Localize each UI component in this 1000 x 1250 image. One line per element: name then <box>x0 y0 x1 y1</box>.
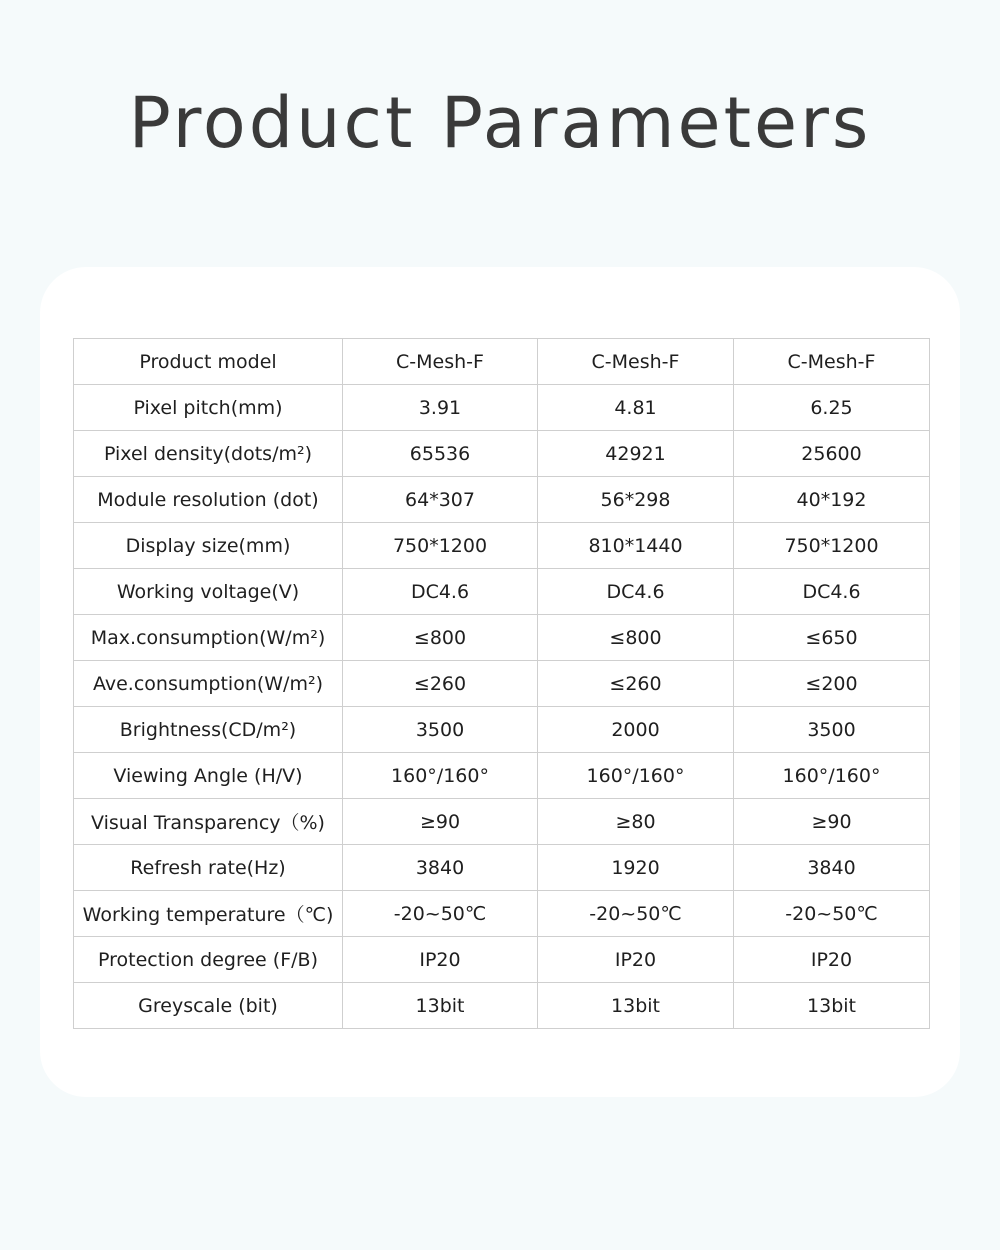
table-row <box>74 477 930 523</box>
parameter-value-model-2: IP20 <box>538 937 734 983</box>
parameter-value-model-1: -20~50℃ <box>343 891 538 937</box>
parameter-value-model-2: 160°/160° <box>538 753 734 799</box>
table-row <box>74 523 930 569</box>
table-row <box>74 615 930 661</box>
parameter-value-model-3: 40*192 <box>734 477 930 523</box>
table-row <box>74 661 930 707</box>
parameter-value-model-1: 64*307 <box>343 477 538 523</box>
parameter-value-model-3: 25600 <box>734 431 930 477</box>
parameter-label: Pixel density(dots/m²) <box>74 431 343 477</box>
parameter-value-model-1: 3.91 <box>343 385 538 431</box>
parameter-label: Working temperature（℃) <box>74 891 343 937</box>
parameter-value-model-1: 3840 <box>343 845 538 891</box>
parameter-label: Ave.consumption(W/m²) <box>74 661 343 707</box>
parameter-value-model-3: C-Mesh-F <box>734 339 930 385</box>
table-row <box>74 753 930 799</box>
parameter-value-model-3: 160°/160° <box>734 753 930 799</box>
parameter-label: Max.consumption(W/m²) <box>74 615 343 661</box>
parameter-value-model-1: ≤800 <box>343 615 538 661</box>
page-title: Product Parameters <box>128 82 872 164</box>
parameter-label: Product model <box>74 339 343 385</box>
parameter-value-model-1: 3500 <box>343 707 538 753</box>
parameter-value-model-3: ≤200 <box>734 661 930 707</box>
parameter-value-model-1: C-Mesh-F <box>343 339 538 385</box>
parameter-value-model-2: ≤800 <box>538 615 734 661</box>
table-row <box>74 569 930 615</box>
parameter-label: Viewing Angle (H/V) <box>74 753 343 799</box>
parameter-value-model-1: 13bit <box>343 983 538 1029</box>
parameter-value-model-3: 3500 <box>734 707 930 753</box>
parameter-label: Greyscale (bit) <box>74 983 343 1029</box>
parameter-label: Module resolution (dot) <box>74 477 343 523</box>
table-row <box>74 799 930 845</box>
parameter-value-model-2: 2000 <box>538 707 734 753</box>
parameter-value-model-2: 42921 <box>538 431 734 477</box>
parameter-value-model-2: C-Mesh-F <box>538 339 734 385</box>
parameter-value-model-3: ≥90 <box>734 799 930 845</box>
parameter-value-model-3: 13bit <box>734 983 930 1029</box>
parameter-value-model-3: 3840 <box>734 845 930 891</box>
parameter-label: Protection degree (F/B) <box>74 937 343 983</box>
parameter-value-model-1: IP20 <box>343 937 538 983</box>
parameter-value-model-1: DC4.6 <box>343 569 538 615</box>
parameter-label: Pixel pitch(mm) <box>74 385 343 431</box>
parameter-value-model-3: IP20 <box>734 937 930 983</box>
parameter-label: Visual Transparency（%) <box>74 799 343 845</box>
parameter-value-model-1: 750*1200 <box>343 523 538 569</box>
parameter-label: Working voltage(V) <box>74 569 343 615</box>
parameter-label: Brightness(CD/m²) <box>74 707 343 753</box>
parameter-value-model-3: ≤650 <box>734 615 930 661</box>
parameter-value-model-2: 13bit <box>538 983 734 1029</box>
parameter-value-model-2: ≥80 <box>538 799 734 845</box>
table-row <box>74 339 930 385</box>
parameters-table-body <box>74 339 930 1029</box>
parameter-label: Refresh rate(Hz) <box>74 845 343 891</box>
parameter-value-model-2: ≤260 <box>538 661 734 707</box>
table-row <box>74 707 930 753</box>
parameter-value-model-3: -20~50℃ <box>734 891 930 937</box>
parameter-value-model-2: -20~50℃ <box>538 891 734 937</box>
parameter-value-model-2: 56*298 <box>538 477 734 523</box>
table-row <box>74 431 930 477</box>
parameter-label: Display size(mm) <box>74 523 343 569</box>
parameter-value-model-2: 4.81 <box>538 385 734 431</box>
table-row <box>74 385 930 431</box>
parameter-value-model-3: 750*1200 <box>734 523 930 569</box>
table-row <box>74 891 930 937</box>
parameter-value-model-2: DC4.6 <box>538 569 734 615</box>
parameter-value-model-3: DC4.6 <box>734 569 930 615</box>
table-row <box>74 845 930 891</box>
table-row <box>74 983 930 1029</box>
parameters-table <box>73 338 930 1029</box>
parameter-value-model-3: 6.25 <box>734 385 930 431</box>
parameter-value-model-1: ≥90 <box>343 799 538 845</box>
parameter-value-model-2: 1920 <box>538 845 734 891</box>
parameter-value-model-2: 810*1440 <box>538 523 734 569</box>
parameter-value-model-1: ≤260 <box>343 661 538 707</box>
parameter-value-model-1: 160°/160° <box>343 753 538 799</box>
parameter-value-model-1: 65536 <box>343 431 538 477</box>
parameters-card <box>40 267 960 1097</box>
table-row <box>74 937 930 983</box>
